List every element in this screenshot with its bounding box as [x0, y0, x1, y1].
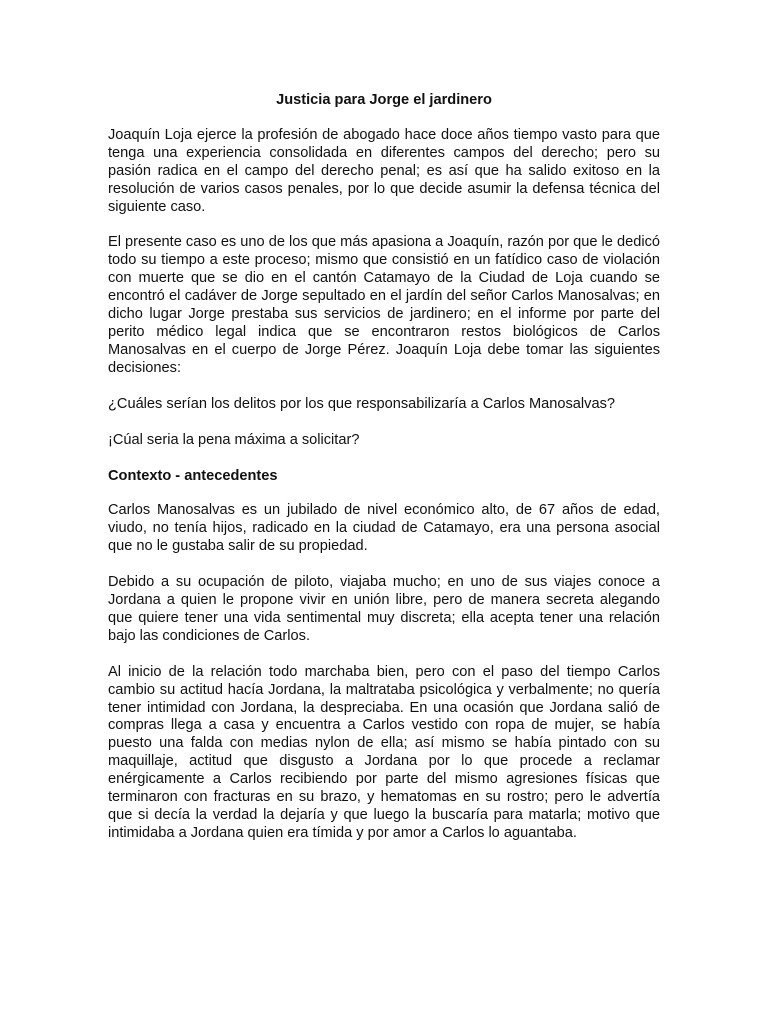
section-heading-context: Contexto - antecedentes	[108, 467, 278, 484]
paragraph-intro: Joaquín Loja ejerce la profesión de abogado hace doce años tiempo vasto para que tenga una experiencia consolidada en diferentes campos del derecho; pero su pasión radica en el campo del derecho penal; es así que ha salido exitoso en la resolución de varios casos penales, por lo que decide asumir la defensa técnica del siguiente caso.	[108, 126, 660, 215]
paragraph-case: El presente caso es uno de los que más apasiona a Joaquín, razón por que le dedicó todo su tiempo a este proceso; mismo que consistió en un fatídico caso de violación con muerte que se dio en el cantón Catamayo de la Ciudad de Loja cuando se encontró el cadáver de Jorge sepultado en el jardín del señor Carlos Manosalvas; en dicho lugar Jorge prestaba sus servicios de jardinero; en el informe por parte del perito médico legal indica que se encontraron restos biológicos de Carlos Manosalvas en el cuerpo de Jorge Pérez. Joaquín Loja debe tomar las siguientes decisiones:	[108, 234, 660, 376]
question-crimes: ¿Cuáles serían los delitos por los que responsabilizaría a Carlos Manosalvas?	[108, 395, 615, 412]
paragraph-relationship: Al inicio de la relación todo marchaba bien, pero con el paso del tiempo Carlos cambio su actitud hacía Jordana, la maltrataba psicológica y verbalmente; no quería tener intimidad con Jordana, la despreciaba. En una ocasión que Jordana salió de compras llega a casa y encuentra a Carlos vestido con ropa de mujer, se había puesto una falda con medias nylon de ella; así mismo se había pintado con su maquillaje, actitud que disgusto a Jordana por lo que procede a reclamar enérgicamente a Carlos recibiendo por parte del mismo agresiones físicas que terminaron con fracturas en su brazo, y hematomas en su rostro; pero le advertía que si decía la verdad la dejaría y que luego la buscaría para matarla; motivo que intimidaba a Jordana quien era tímida y por amor a Carlos lo aguantaba.	[108, 663, 660, 841]
document-title: Justicia para Jorge el jardinero	[276, 92, 492, 108]
question-penalty: ¡Cúal seria la pena máxima a solicitar?	[108, 431, 360, 448]
paragraph-carlos: Carlos Manosalvas es un jubilado de nivel económico alto, de 67 años de edad, viudo, no tenía hijos, radicado en la ciudad de Catamayo, era una persona asocial que no le gustaba salir de su propiedad.	[108, 502, 660, 555]
document-body	[108, 92, 660, 861]
paragraph-jordana: Debido a su ocupación de piloto, viajaba mucho; en uno de sus viajes conoce a Jordana a quien le propone vivir en unión libre, pero de manera secreta alegando que quiere tener una vida sentimental muy discreta; ella acepta tener una relación bajo las condiciones de Carlos.	[108, 574, 660, 644]
